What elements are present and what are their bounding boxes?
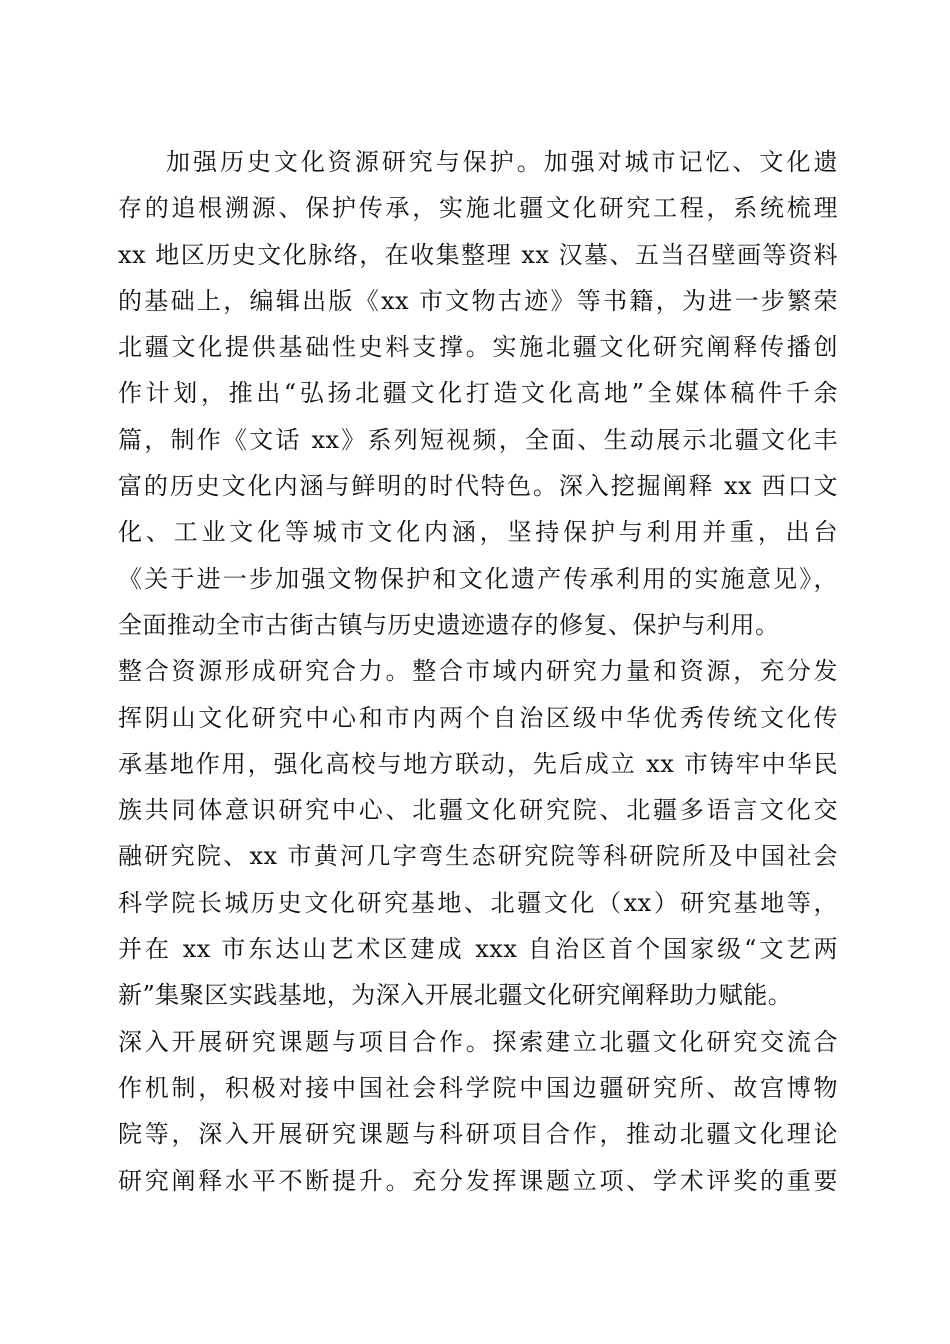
text-line: 《关于进一步加强文物保护和文化遗产传承利用的实施意见》， <box>118 564 838 593</box>
text-line: 全面推动全市古街古镇与历史遗迹遗存的修复、保护与利用。 <box>118 610 780 639</box>
text-line: 整合资源形成研究合力。整合市域内研究力量和资源，充分发 <box>118 657 838 686</box>
text-line: 科学院长城历史文化研究基地、北疆文化（xx）研究基地等， <box>118 888 838 917</box>
text-line: 富的历史文化内涵与鲜明的时代特色。深入挖掘阐释 xx 西口文 <box>118 472 838 501</box>
text-line: 族共同体意识研究中心、北疆文化研究院、北疆多语言文化交 <box>118 796 838 825</box>
text-line: 院等，深入开展研究课题与科研项目合作，推动北疆文化理论 <box>118 1120 838 1149</box>
text-line: 研究阐释水平不断提升。充分发挥课题立项、学术评奖的重要 <box>118 1166 838 1195</box>
text-line: 加强历史文化资源研究与保护。加强对城市记忆、文化遗 <box>166 148 838 176</box>
text-line: 北疆文化提供基础性史料支撑。实施北疆文化研究阐释传播创 <box>118 333 838 362</box>
text-line: 融研究院、xx 市黄河几字弯生态研究院等科研院所及中国社会 <box>118 842 838 871</box>
text-line: xx 地区历史文化脉络，在收集整理 xx 汉墓、五当召壁画等资料 <box>118 240 838 269</box>
text-line: 新”集聚区实践基地，为深入开展北疆文化研究阐释助力赋能。 <box>118 981 793 1010</box>
text-line: 深入开展研究课题与项目合作。探索建立北疆文化研究交流合 <box>118 1027 838 1056</box>
text-line: 化、工业文化等城市文化内涵，坚持保护与利用并重，出台 <box>118 518 838 547</box>
text-line: 挥阴山文化研究中心和市内两个自治区级中华优秀传统文化传 <box>118 703 838 732</box>
text-line: 承基地作用，强化高校与地方联动，先后成立 xx 市铸牢中华民 <box>118 749 838 778</box>
text-line: 的基础上，编辑出版《xx 市文物古迹》等书籍，为进一步繁荣 <box>118 286 838 315</box>
body-text <box>118 139 838 1204</box>
text-line: 存的追根溯源、保护传承，实施北疆文化研究工程，系统梳理 <box>118 194 838 223</box>
text-line: 作机制，积极对接中国社会科学院中国边疆研究所、故宫博物 <box>118 1073 838 1102</box>
text-line: 并在 xx 市东达山艺术区建成 xxx 自治区首个国家级“文艺两 <box>118 935 838 964</box>
text-line: 作计划，推出“弘扬北疆文化打造文化高地”全媒体稿件千余 <box>118 379 838 408</box>
text-line: 篇，制作《文话 xx》系列短视频，全面、生动展示北疆文化丰 <box>118 425 838 454</box>
